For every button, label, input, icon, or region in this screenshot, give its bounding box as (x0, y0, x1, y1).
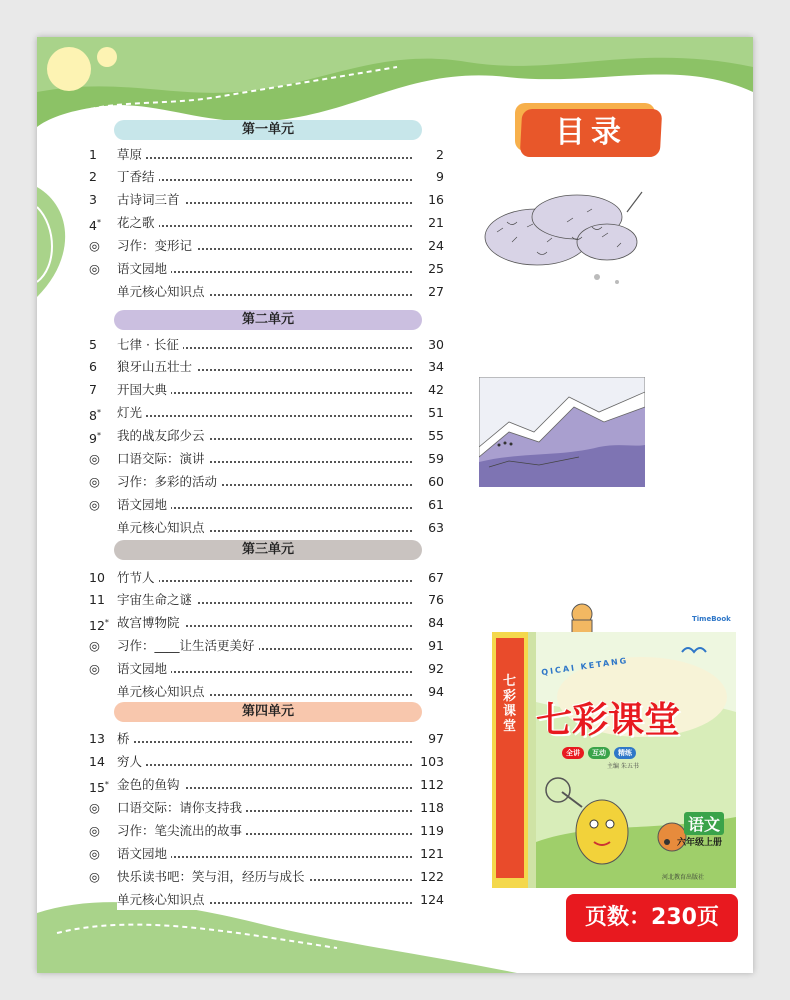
toc-row-page: 76 (414, 590, 444, 610)
toc-row-number-text: ◎ (89, 800, 100, 815)
toc-row (89, 145, 444, 165)
toc-row-title: 单元核心知识点 (117, 890, 209, 910)
toc-row-title: 口语交际：演讲 (117, 449, 209, 469)
toc-row-page: 61 (414, 495, 444, 515)
toc-row (89, 259, 444, 279)
toc-row-number (89, 236, 115, 256)
left-leaf-decoration (37, 187, 77, 307)
toc-row-page: 9 (414, 167, 444, 187)
toc-row-title: 单元核心知识点 (117, 518, 209, 538)
toc-row (89, 335, 444, 355)
toc-row-number-text: 5 (89, 337, 97, 352)
toc-row (89, 495, 444, 515)
toc-row-page: 121 (414, 844, 444, 864)
toc-row-page: 59 (414, 449, 444, 469)
toc-row-title: 竹节人 (117, 568, 159, 588)
toc-row-title: 快乐读书吧：笑与泪，经历与成长 (117, 867, 309, 887)
leader-dots (117, 225, 416, 227)
book-brand: TimeBook (692, 615, 731, 623)
toc-row (89, 167, 444, 187)
toc-row-number-text: ◎ (89, 474, 100, 489)
toc-row (89, 518, 444, 538)
toc-row-number-text: 3 (89, 192, 97, 207)
toc-row-number (89, 821, 115, 841)
optional-marker: * (96, 218, 101, 227)
toc-row-number-text: 1 (89, 147, 97, 162)
toc-row-number-text: 14 (89, 754, 105, 769)
toc-row-number (89, 167, 115, 187)
toc-row-number-text: 2 (89, 169, 97, 184)
toc-row (89, 798, 444, 818)
toc-row-number (89, 190, 115, 210)
toc-row (89, 213, 444, 233)
toc-row-title: 单元核心知识点 (117, 682, 209, 702)
toc-row-number-text: ◎ (89, 451, 100, 466)
book-tags (562, 740, 636, 759)
toc-row-page: 94 (414, 682, 444, 702)
toc-row-title: 单元核心知识点 (117, 282, 209, 302)
book-spine-title: 七彩课堂 (503, 674, 517, 734)
toc-row-number-text: 15 (89, 780, 105, 796)
leader-dots (117, 580, 416, 582)
toc-row-page: 51 (414, 403, 444, 423)
toc-row-title: 语文园地 (117, 844, 171, 864)
toc-row-number-text: 8 (89, 408, 97, 424)
toc-row-title: 口语交际：请你支持我 (117, 798, 246, 818)
toc-row-number-text: 13 (89, 731, 105, 746)
toc-row (89, 682, 444, 702)
toc-row (89, 190, 444, 210)
book-grade: 六年级上册 (677, 838, 723, 848)
toc-row-number (89, 636, 115, 656)
toc-row-title: 语文园地 (117, 495, 171, 515)
unit-2-header: 第二单元 (114, 310, 422, 330)
toc-row-title: 七律 · 长征 (117, 335, 183, 355)
toc-row-page: 2 (414, 145, 444, 165)
toc-row-title: 草原 (117, 145, 146, 165)
toc-row-number-text: 10 (89, 570, 105, 585)
toc-row-number-text: ◎ (89, 261, 100, 276)
toc-row-page: 16 (414, 190, 444, 210)
toc-row-page: 24 (414, 236, 444, 256)
toc-row (89, 449, 444, 469)
toc-row (89, 890, 444, 910)
toc-row-number-text: ◎ (89, 661, 100, 676)
toc-row-number-text: ◎ (89, 238, 100, 253)
toc-row (89, 403, 444, 423)
toc-row (89, 236, 444, 256)
toc-row-number-text: 6 (89, 359, 97, 374)
toc-row-number (89, 357, 115, 377)
toc-row-number (89, 844, 115, 864)
unit-1-header: 第一单元 (114, 120, 422, 140)
toc-row-page: 21 (414, 213, 444, 233)
toc-row (89, 357, 444, 377)
toc-row-title: 我的战友邱少云 (117, 426, 209, 446)
toc-row-number-text: 11 (89, 592, 105, 607)
toc-row-number-text: ◎ (89, 638, 100, 653)
toc-row-title: 金色的鱼钩 (117, 775, 184, 795)
leader-dots (117, 179, 416, 181)
book-subject: 语文 (684, 812, 724, 835)
toc-row-number-text: 9 (89, 431, 97, 447)
optional-marker: * (104, 618, 109, 627)
leader-dots (117, 764, 416, 766)
optional-marker: * (96, 431, 101, 440)
page-count-badge: 页数：230页 (566, 894, 738, 942)
toc-row (89, 380, 444, 400)
toc-row-title: 故宫博物院 (117, 613, 184, 633)
toc-row-number-text: ◎ (89, 869, 100, 884)
toc-row-page: 103 (414, 752, 444, 772)
toc-row-number (89, 752, 115, 772)
toc-row-page: 119 (414, 821, 444, 841)
toc-row-number-text: ◎ (89, 823, 100, 838)
toc-row (89, 426, 444, 446)
toc-row-page: 42 (414, 380, 444, 400)
unit-4-header: 第四单元 (114, 702, 422, 722)
toc-row-number (89, 659, 115, 679)
toc-row-title: 宇宙生命之谜 (117, 590, 196, 610)
unit-3-header: 第三单元 (114, 540, 422, 560)
toc-row-title: 灯光 (117, 403, 146, 423)
toc-row-number (89, 798, 115, 818)
toc-row-title: 古诗词三首 (117, 190, 184, 210)
toc-row (89, 282, 444, 302)
book-editor: 主编 朱五书 (607, 763, 639, 770)
toc-row-title: 桥 (117, 729, 134, 749)
toc-row-page: 122 (414, 867, 444, 887)
book-pinyin: QICAI KETANG (540, 655, 629, 678)
toc-title-badge (515, 103, 663, 159)
toc-row-number (89, 495, 115, 515)
toc-row-page: 67 (414, 568, 444, 588)
toc-row-page: 92 (414, 659, 444, 679)
toc-row (89, 568, 444, 588)
toc-row-page: 34 (414, 357, 444, 377)
toc-row-number-text: 12 (89, 618, 105, 634)
toc-row (89, 659, 444, 679)
book-publisher: 河北教育出版社 (662, 874, 705, 881)
book-tag: 互动 (588, 747, 610, 759)
snow-mountain-illustration (479, 377, 645, 487)
toc-row-title: 狼牙山五壮士 (117, 357, 196, 377)
toc-row (89, 775, 444, 795)
toc-row-title: 丁香结 (117, 167, 159, 187)
toc-row-number (89, 775, 115, 798)
toc-row-page: 25 (414, 259, 444, 279)
toc-row-page: 30 (414, 335, 444, 355)
toc-row-title: 习作：____让生活更美好 (117, 636, 259, 656)
book-tag: 精练 (614, 747, 636, 759)
toc-row-number (89, 472, 115, 492)
book-title: 七彩课堂 (536, 700, 681, 741)
toc-row-page: 63 (414, 518, 444, 538)
optional-marker: * (96, 408, 101, 417)
toc-row-number (89, 259, 115, 279)
toc-row-title: 语文园地 (117, 659, 171, 679)
toc-row-number-text: ◎ (89, 846, 100, 861)
toc-row-number-text: 7 (89, 382, 97, 397)
toc-row-title: 穷人 (117, 752, 146, 772)
toc-row-number (89, 590, 115, 610)
toc-heading: 目录 (555, 115, 627, 150)
toc-row-number (89, 449, 115, 469)
toc-row-title: 语文园地 (117, 259, 171, 279)
toc-row-page: 112 (414, 775, 444, 795)
toc-row-page: 27 (414, 282, 444, 302)
toc-row (89, 636, 444, 656)
optional-marker: * (104, 780, 109, 789)
toc-row (89, 472, 444, 492)
toc-row-title: 习作：笔尖流出的故事 (117, 821, 246, 841)
book-tag: 全讲 (562, 747, 584, 759)
toc-row-number (89, 568, 115, 588)
toc-row-number (89, 613, 115, 636)
toc-row-number (89, 403, 115, 426)
toc-row-number (89, 867, 115, 887)
toc-row (89, 729, 444, 749)
toc-row-page: 118 (414, 798, 444, 818)
toc-row (89, 867, 444, 887)
leader-dots (117, 415, 416, 417)
toc-row-title: 开国大典 (117, 380, 171, 400)
leader-dots (117, 157, 416, 159)
toc-row (89, 613, 444, 633)
toc-row-title: 习作：多彩的活动 (117, 472, 221, 492)
toc-row-number (89, 213, 115, 236)
toc-row-number (89, 426, 115, 449)
toc-row-page: 91 (414, 636, 444, 656)
toc-row-page: 60 (414, 472, 444, 492)
toc-row (89, 844, 444, 864)
toc-row-number (89, 145, 115, 165)
toc-row-page: 124 (414, 890, 444, 910)
toc-row-title: 习作：变形记 (117, 236, 196, 256)
toc-page (37, 37, 753, 973)
toc-row-number (89, 380, 115, 400)
toc-row-page: 97 (414, 729, 444, 749)
toc-row-title: 花之歌 (117, 213, 159, 233)
toc-row-number (89, 729, 115, 749)
toc-row-number-text: 4 (89, 218, 97, 234)
toc-row (89, 752, 444, 772)
toc-row (89, 590, 444, 610)
toc-row-number (89, 335, 115, 355)
toc-row-page: 55 (414, 426, 444, 446)
toc-row (89, 821, 444, 841)
lilac-flower-illustration (477, 182, 647, 292)
toc-row-number-text: ◎ (89, 497, 100, 512)
toc-row-page: 84 (414, 613, 444, 633)
leader-dots (117, 741, 416, 743)
